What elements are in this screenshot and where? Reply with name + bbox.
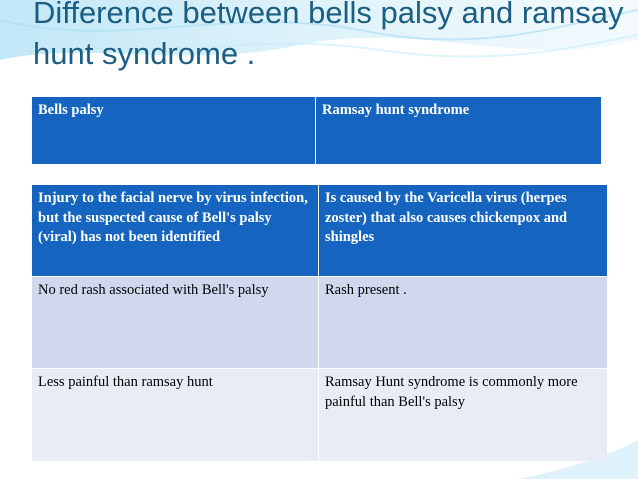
table-cell: Less painful than ramsay hunt — [32, 369, 319, 461]
table-cell: Rash present . — [319, 277, 607, 369]
header-table — [32, 97, 601, 164]
header-cell-ramsay-hunt: Ramsay hunt syndrome — [316, 97, 601, 164]
slide-title: Difference between bells palsy and ramsay hunt syndrome . — [33, 0, 624, 71]
table-cell: Is caused by the Varicella virus (herpes zoster) that also causes chickenpox and shingles — [319, 185, 607, 277]
table-cell: Injury to the facial nerve by virus infection, but the suspected cause of Bell's palsy (viral) has not been identified — [32, 185, 319, 277]
comparison-table — [32, 185, 607, 461]
table-cell: No red rash associated with Bell's palsy — [32, 277, 319, 369]
header-cell-bells-palsy: Bells palsy — [32, 97, 316, 164]
table-cell: Ramsay Hunt syndrome is commonly more painful than Bell's palsy — [319, 369, 607, 461]
